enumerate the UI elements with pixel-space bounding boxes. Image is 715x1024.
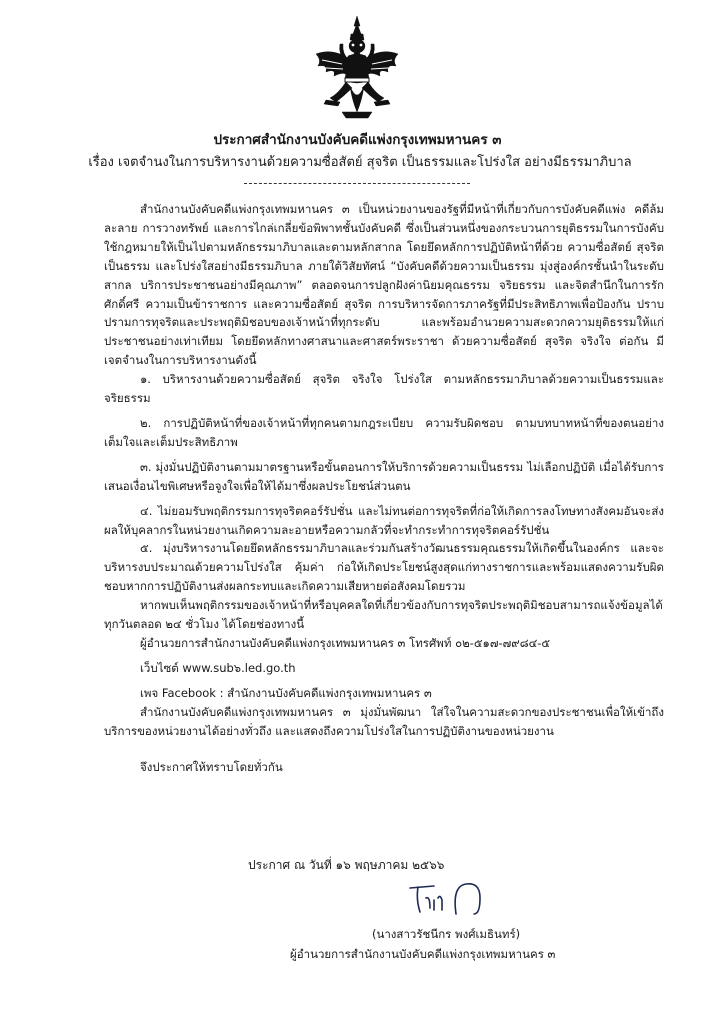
signature-icon	[404, 878, 500, 918]
announcement-subject: เรื่อง เจตจำนงในการบริหารงานด้วยความซื่อสัตย์ สุจริต เป็นธรรมและโปร่งใส อย่างมีธรรมาภิบาล	[88, 155, 632, 170]
contact-facebook: เพจ Facebook : สำนักงานบังคับคดีแพ่งกรุงเทพมหานคร ๓	[140, 685, 432, 700]
closing-line: จึงประกาศให้ทราบโดยทั่วกัน	[140, 760, 283, 775]
announcement-title: ประกาศสำนักงานบังคับคดีแพ่งกรุงเทพมหานคร ๓	[213, 132, 502, 148]
announcement-body	[104, 200, 664, 777]
intro-paragraph: สำนักงานบังคับคดีแพ่งกรุงเทพมหานคร ๓ เป็นหน่วยงานของรัฐที่มีหน้าที่เกี่ยวกับการบังคับคดีแพ่ง คดีล้มละลาย การวางทรัพย์ และการไกล่เกลี่ยข้อพิพาทชั้นบังคับคดี ซึ่งเป็นส่วนหนึ่งของกระบวนการยุติธรรมในการบังคับใช้กฎหมายให้เป็นไปตามหลักธรรมาภิบาลและตามหลักสากล โดยยึดหลักการปฏิบัติหน้าที่ด้วย ความซื่อสัตย์ สุจริต เป็นธรรม และโปร่งใสอย่างมีธรรมภิบาล ภายใต้วิสัยทัศน์ “บังคับคดีด้วยความเป็นธรรม มุ่งสู่องค์กรชั้นนำในระดับสากล บริการประชาชนอย่างมีคุณภาพ” ตลอดจนการปลูกฝังค่านิยมคุณธรรม จริยธรรม และจิตสำนึกในการรักศักดิ์ศรี ความเป็นข้าราชการ และความซื่อสัตย์ สุจริต การบริหารจัดการภาครัฐที่มีประสิทธิภาพเพื่อป้องกัน ปราบปรามการทุจริตและประพฤติมิชอบของเจ้าหน้าที่ทุกระดับ และพร้อมอำนวยความสะดวกความยุติธรรมให้แก่ประชาชนอย่างเท่าเทียม โดยยึดหลักทางศาสนาและศาสตร์พระราชา ด้วยความซื่อสัตย์ สุจริต จริงใจ ต่อกัน มีเจตจำนงในการบริหารงานดังนี้	[104, 202, 664, 368]
signer-position: ผู้อำนวยการสำนักงานบังคับคดีแพ่งกรุงเทพมหานคร ๓	[290, 947, 556, 961]
report-paragraph: หากพบเห็นพฤติกรรมของเจ้าหน้าที่หรือบุคคลใดที่เกี่ยวข้องกับการทุจริตประพฤติมิชอบสามารถแจ้งข้อมูลได้ทุกวันตลอด ๒๔ ชั่วโมง ได้โดยช่องทางนี้	[104, 598, 663, 632]
contact-phone: ผู้อำนวยการสำนักงานบังคับคดีแพ่งกรุงเทพมหานคร ๓ โทรศัพท์ ๐๒-๕๑๗-๗๙๘๔-๕	[140, 635, 551, 650]
commitment-item-5: ๕. มุ่งบริหารงานโดยยึดหลักธรรมาภิบาลและร่วมกันสร้างวัฒนธรรมคุณธรรมให้เกิดขึ้นในองค์กร และจะบริหารงบประมาณด้วยความโปร่งใส คุ้มค่า ก่อให้เกิดประโยชน์สูงสุดแก่ทางราชการและพร้อมแสดงความรับผิดชอบหากการปฏิบัติงานส่งผลกระทบและเกิดความเสียหายต่อสังคมโดยรวม	[104, 541, 664, 594]
garuda-emblem-icon	[312, 14, 402, 122]
commitment-item-1: ๑. บริหารงานด้วยความซื่อสัตย์ สุจริต จริงใจ โปร่งใส ตามหลักธรรมาภิบาลด้วยความเป็นธรรมและจริยธรรม	[104, 372, 664, 406]
announcement-date: ประกาศ ณ วันที่ ๑๖ พฤษภาคม ๒๕๖๖	[248, 858, 445, 872]
contact-website: เว็บไซต์ www.sub๖.led.go.th	[140, 660, 296, 675]
header-divider	[244, 183, 470, 184]
commitment-item-2: ๒. การปฏิบัติหน้าที่ของเจ้าหน้าที่ทุกคนตามกฎระเบียบ ความรับผิดชอบ ตามบทบาทหน้าที่ของตนอย่างเต็มใจและเต็มประสิทธิภาพ	[104, 415, 664, 449]
signer-name: (นางสาวรัชนีกร พงศ์เมธินทร์)	[372, 927, 521, 941]
commitment-item-3: ๓. มุ่งมั่นปฏิบัติงานตามมาตรฐานหรือขั้นตอนการให้บริการด้วยความเป็นธรรม ไม่เลือกปฏิบัติ เมื่อได้รับการเสนอเงื่อนไขพิเศษหรือจูงใจเพื่อให้ได้มาซึ่งผลประโยชน์ส่วนตน	[104, 459, 664, 493]
commitment-item-4: ๔. ไม่ยอมรับพฤติกรรมการทุจริตคอร์รัปชั่น และไม่ทนต่อการทุจริตที่ก่อให้เกิดการลงโทษทางสังคมอันจะส่งผลให้บุคลากรในหน่วยงานเกิดความละอายหรือความกลัวที่จะทำกระทำการทุจริตคอร์รัปชั่น	[104, 503, 664, 537]
commitment-paragraph: สำนักงานบังคับคดีแพ่งกรุงเทพมหานคร ๓ มุ่งมั่นพัฒนา ใส่ใจในความสะดวกของประชาชนเพื่อให้เข้าถึงบริการของหน่วยงานได้อย่างทั่วถึง และแสดงถึงความโปร่งใสในการปฏิบัติงานของหน่วยงาน	[104, 704, 664, 738]
